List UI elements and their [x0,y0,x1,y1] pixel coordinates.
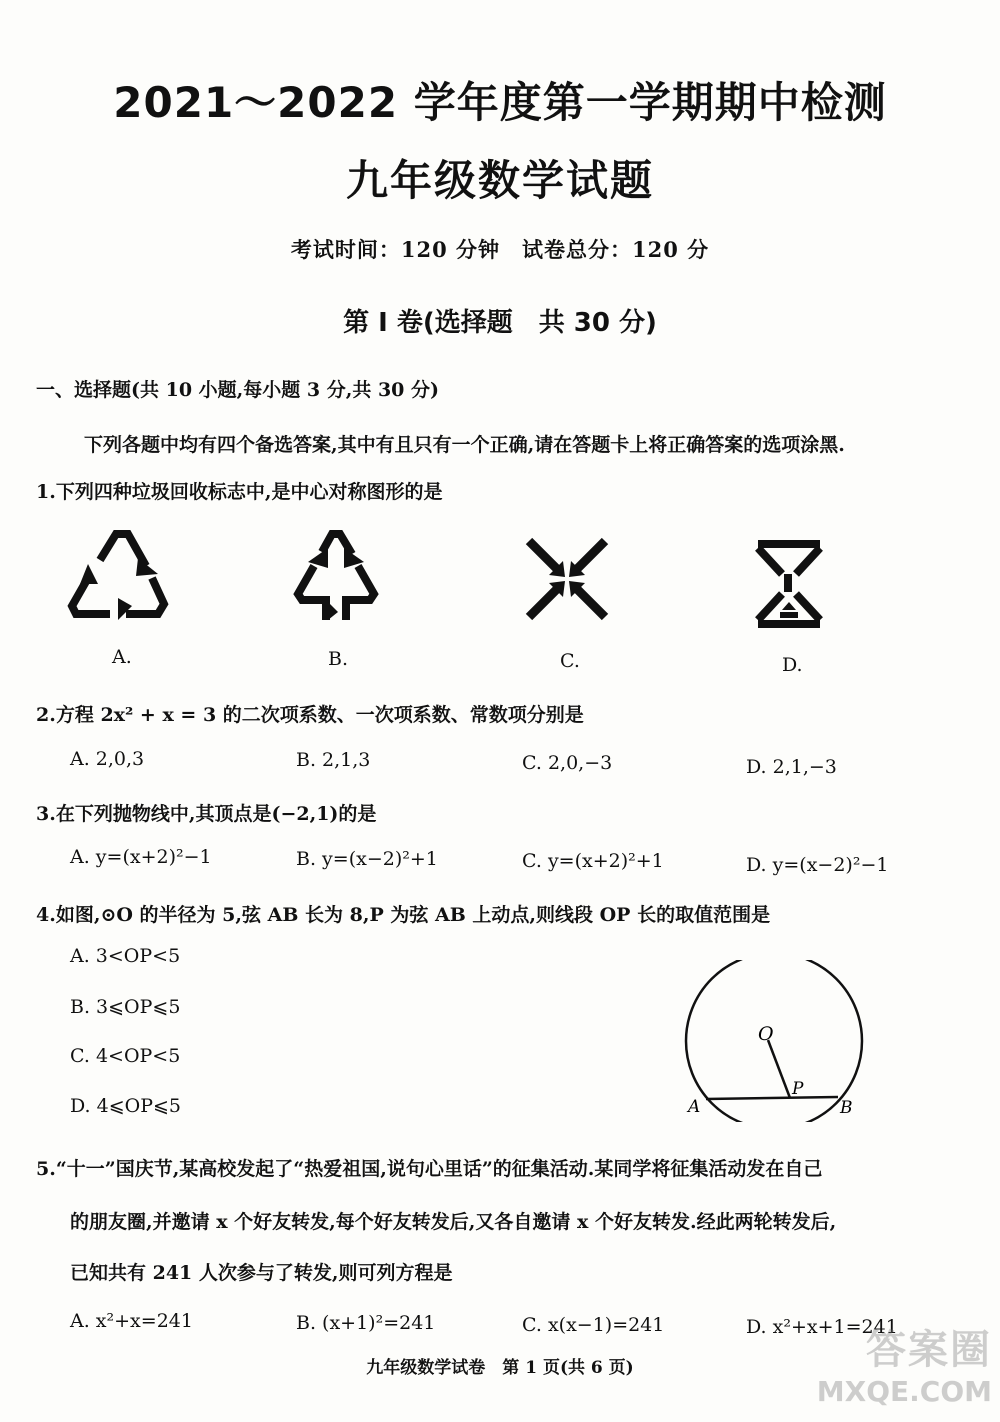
point-p-label: P [792,1079,804,1099]
segment-op [768,1040,790,1098]
question-5-line-2: 的朋友圈,并邀请 x 个好友转发,每个好友转发后,又各自邀请 x 个好友转发.经此两轮转发后, [70,1211,837,1233]
four-arrows-icon [523,535,611,623]
q5-option-d: D. x²+x+1=241 [746,1316,898,1338]
point-b-label: B [840,1098,853,1118]
question-1-stem: 1.下列四种垃圾回收标志中,是中心对称图形的是 [36,481,443,503]
recycle-triangle-icon [66,528,170,620]
q2-option-b: B. 2,1,3 [296,749,371,771]
q5-option-a: A. x²+x=241 [70,1310,193,1332]
q1-option-d-label: D. [782,654,803,676]
q4-option-d: D. 4⩽OP⩽5 [70,1095,182,1117]
chord-ab [706,1097,838,1099]
question-5-line-1: 5.“十一”国庆节,某高校发起了“热爱祖国,说句心里话”的征集活动.某同学将征集活动发在自己 [36,1158,823,1180]
section-instruction: 下列各题中均有四个备选答案,其中有且只有一个正确,请在答题卡上将正确答案的选项涂黑. [84,434,845,456]
circle-figure [680,960,870,1122]
q1-option-b-label: B. [328,648,349,670]
q3-option-d: D. y=(x−2)²−1 [746,854,889,876]
point-o-label: O [758,1023,774,1045]
part-title: 第 I 卷(选择题 共 30 分) [343,308,657,338]
q3-option-a: A. y=(x+2)²−1 [70,846,212,868]
q1-option-a-label: A. [112,646,132,668]
watermark-logo [812,1318,992,1418]
q4-option-b: B. 3⩽OP⩽5 [70,996,181,1018]
question-2-stem: 2.方程 2x² + x = 3 的二次项系数、一次项系数、常数项分别是 [36,704,584,726]
watermark-line-2: MXQE.COM [816,1375,992,1408]
q2-option-a: A. 2,0,3 [70,748,145,770]
point-a-label: A [688,1097,701,1117]
q3-option-c: C. y=(x+2)²+1 [522,850,664,872]
q2-option-d: D. 2,1,−3 [746,756,837,778]
q3-option-b: B. y=(x−2)²+1 [296,848,438,870]
q4-option-c: C. 4<OP<5 [70,1045,181,1067]
page-footer: 九年级数学试卷 第 1 页(共 6 页) [366,1358,634,1378]
question-4-stem: 4.如图,⊙O 的半径为 5,弦 AB 长为 8,P 为弦 AB 上动点,则线段 OP 长的取值范围是 [36,904,771,926]
q1-option-c-label: C. [560,650,580,672]
question-5-line-3: 已知共有 241 人次参与了转发,则可列方程是 [70,1262,453,1284]
q5-option-c: C. x(x−1)=241 [522,1314,665,1336]
exam-title: 2021～2022 学年度第一学期期中检测 [113,78,887,127]
section-title: 一、选择题(共 10 小题,每小题 3 分,共 30 分) [36,379,439,401]
question-3-stem: 3.在下列抛物线中,其顶点是(−2,1)的是 [36,803,377,825]
exam-subtitle: 九年级数学试题 [345,156,654,205]
hourglass-icon [752,540,826,628]
q2-option-c: C. 2,0,−3 [522,752,613,774]
watermark-line-1: 答案圈 [866,1327,992,1373]
recycle-tree-icon [292,528,380,622]
q5-option-b: B. (x+1)²=241 [296,1312,436,1334]
q4-option-a: A. 3<OP<5 [70,945,181,967]
exam-meta: 考试时间：120 分钟 试卷总分：120 分 [290,237,710,262]
